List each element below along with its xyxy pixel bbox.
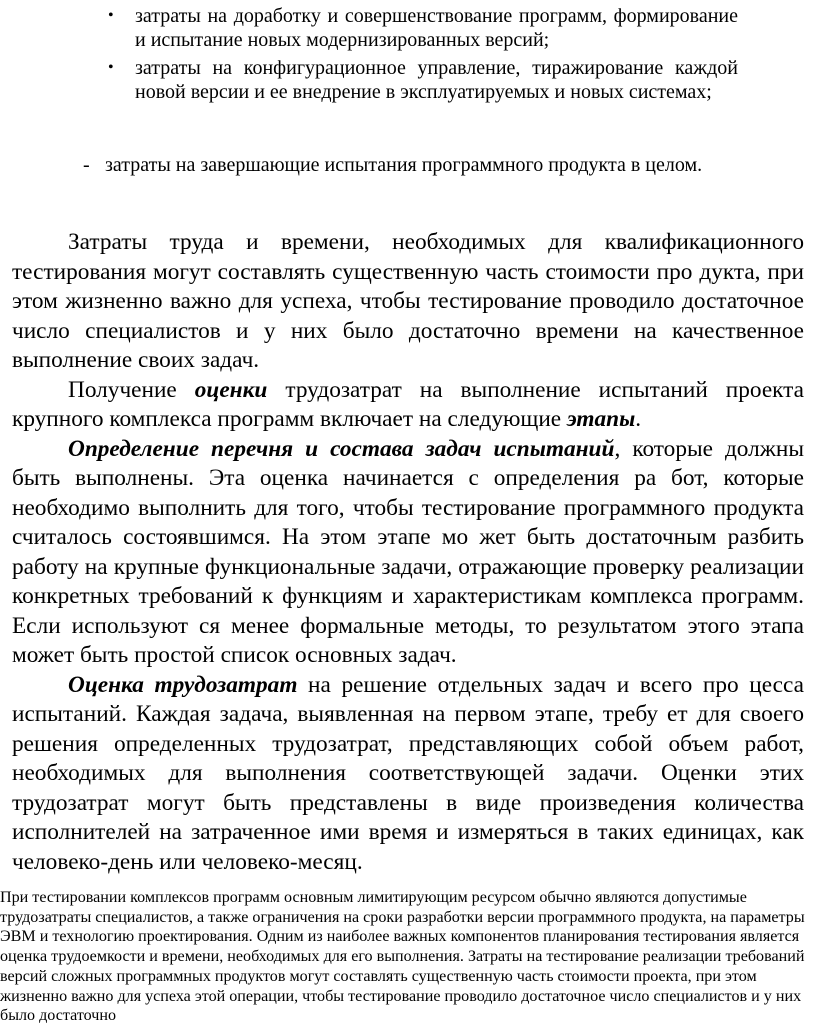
text-run: на решение отдельных задач и всего про цесса испытаний. Каждая задача, выявленная на первом этапе, требу ет для своего решения определенных трудозатрат, представляющих собой объем работ, необходимых для выполнения соответствующей задачи. Оценки этих трудозатрат могут быть представлены в виде произведения количества исполнителей на затраченное ими время и измеряться в таких единицах, как человеко-день или человеко-месяц. — [12, 671, 804, 875]
bullet-text: затраты на доработку и совершенствование программ, формирование и испытание новых модернизированных версий; — [135, 5, 738, 51]
dash-list-item — [83, 152, 738, 178]
paragraph-effort-estimate — [12, 671, 804, 878]
bullet-dot-icon: • — [108, 7, 114, 24]
text-run: . — [635, 406, 642, 432]
footnote-text: При тестировании комплексов программ основным лимитирующим ресурсом обычно являются допустимые трудозатраты специалистов, а также ограничения на сроки разработки версии программного продукта, на параметры ЭВМ и технологию проектирования. Одним из наиболее важных компонентов планирования тестирования является оценка трудоемкости и времени, необходимых для его выполнения. Затраты на тестирование реализации требований версий сложных программных продуктов могут составлять существенную часть стоимости проекта, при этом жизненно важно для успеха этой операции, чтобы тестирование проводило достаточное число специалистов и у них было достаточно — [0, 889, 805, 1025]
emphasis-heading: Определение перечня и состава задач испытаний — [68, 435, 615, 462]
main-text — [12, 228, 804, 877]
paragraph-labor-costs: Затраты труда и времени, необходимых для квалификационного тестирования могут составлять существенную часть стоимости про дукта, при этом жизненно важно для успеха, чтобы тестирование проводило достаточное число специалистов и у них было достаточно времени на качественное выполнение своих задач. — [12, 229, 804, 373]
emphasis-heading: Оценка трудозатрат — [68, 671, 298, 698]
emphasis-term: оценки — [194, 376, 268, 403]
paragraph-task-definition — [12, 435, 804, 671]
dash-item-text: затраты на завершающие испытания программного продукта в целом. — [105, 154, 703, 176]
text-run: трудозатрат на выполнение испытаний проекта крупного комплекса программ включает на следующие — [12, 376, 804, 432]
emphasis-term: этапы — [566, 406, 636, 432]
paragraph-estimate-stages — [12, 376, 804, 435]
bullet-item — [108, 56, 738, 104]
bullet-list — [108, 4, 738, 104]
bullet-text: затраты на конфигурационное управление, тиражирование каждой новой версии и ее внедрение в эксплуатируемых и новых системах; — [135, 57, 738, 103]
dash-mark: - — [83, 154, 90, 176]
bullet-dot-icon: • — [108, 59, 114, 76]
text-run: , которые должны быть выполнены. Эта оценка начинается с определения ра бот, которые необходимо выполнить для того, чтобы тестирование программного продукта считалось состоявшимся. На этом этапе мо жет быть достаточным разбить работу на крупные функциональные задачи, отражающие проверку реализации конкретных требований к функциям и характеристикам комплекса программ. Если используют ся менее формальные методы, то результатом этого этапа может быть простой список основных задач. — [12, 435, 804, 668]
text-run: Получение — [68, 376, 195, 403]
bullet-item — [108, 4, 738, 52]
